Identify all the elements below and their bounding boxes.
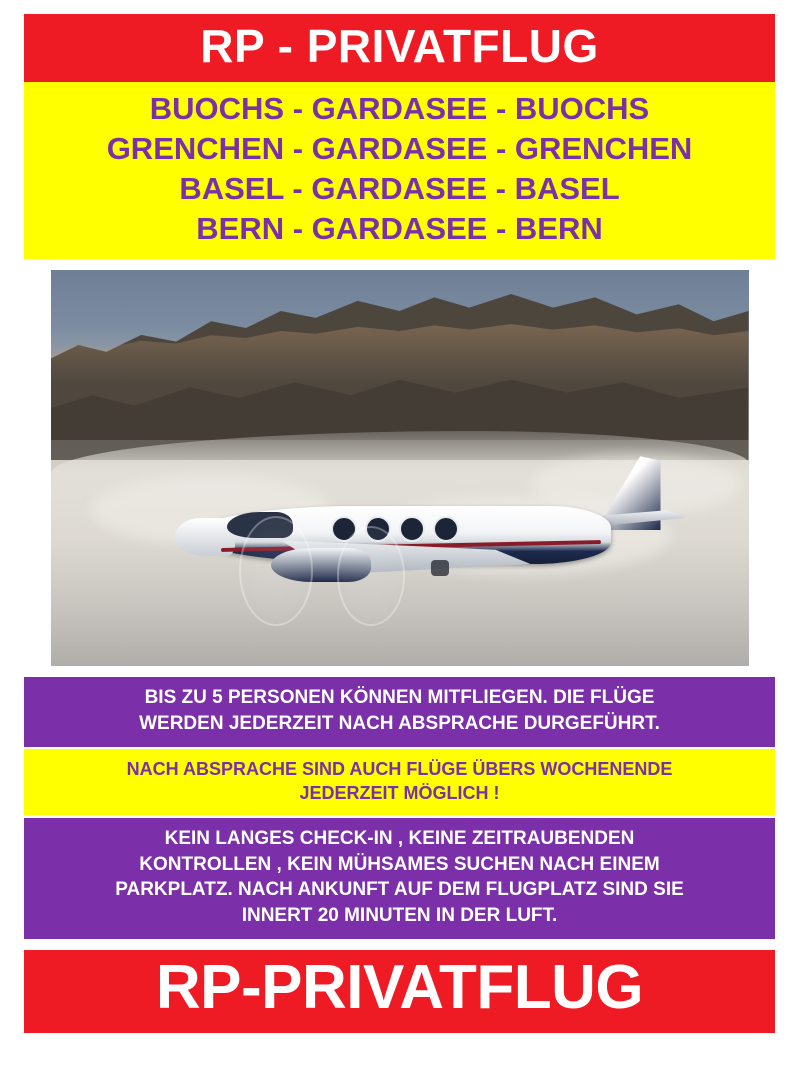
page-title: RP - PRIVATFLUG xyxy=(200,20,599,72)
route-line: BERN - GARDASEE - BERN xyxy=(196,211,603,247)
aircraft-cabin-window xyxy=(399,516,425,542)
aircraft-propeller-disc xyxy=(337,526,405,626)
aircraft-cabin-window xyxy=(433,516,459,542)
info-line: KONTROLLEN , KEIN MÜHSAMES SUCHEN NACH EINEM xyxy=(139,853,660,875)
info-block-weekend xyxy=(24,749,775,816)
route-line: BUOCHS - GARDASEE - BUOCHS xyxy=(149,91,650,127)
header-banner xyxy=(24,14,775,82)
info-block-convenience xyxy=(24,818,775,939)
info-line: JEDERZEIT MÖGLICH ! xyxy=(299,782,500,803)
route-line: GRENCHEN - GARDASEE - GRENCHEN xyxy=(106,131,693,167)
aircraft-propeller-disc xyxy=(239,516,313,626)
route-line: BASEL - GARDASEE - BASEL xyxy=(179,171,620,207)
info-line: KEIN LANGES CHECK-IN , KEINE ZEITRAUBENDEN xyxy=(164,828,635,850)
info-line: NACH ABSPRACHE SIND AUCH FLÜGE ÜBERS WOCHENENDE xyxy=(126,758,673,779)
aircraft-landing-gear xyxy=(431,560,449,576)
aircraft-illustration xyxy=(131,448,691,618)
info-block-passengers xyxy=(24,677,775,746)
info-line: PARKPLATZ. NACH ANKUNFT AUF DEM FLUGPLATZ SIND SIE xyxy=(115,879,684,901)
info-line: BIS ZU 5 PERSONEN KÖNNEN MITFLIEGEN. DIE FLÜGE xyxy=(144,687,655,709)
routes-banner xyxy=(24,82,775,259)
info-line: WERDEN JEDERZEIT NACH ABSPRACHE DURGEFÜHRT. xyxy=(139,712,660,734)
aircraft-photo xyxy=(51,270,749,666)
info-line: INNERT 20 MINUTEN IN DER LUFT. xyxy=(241,905,558,927)
footer-title: RP-PRIVATFLUG xyxy=(155,952,644,1022)
footer-banner xyxy=(24,950,775,1033)
